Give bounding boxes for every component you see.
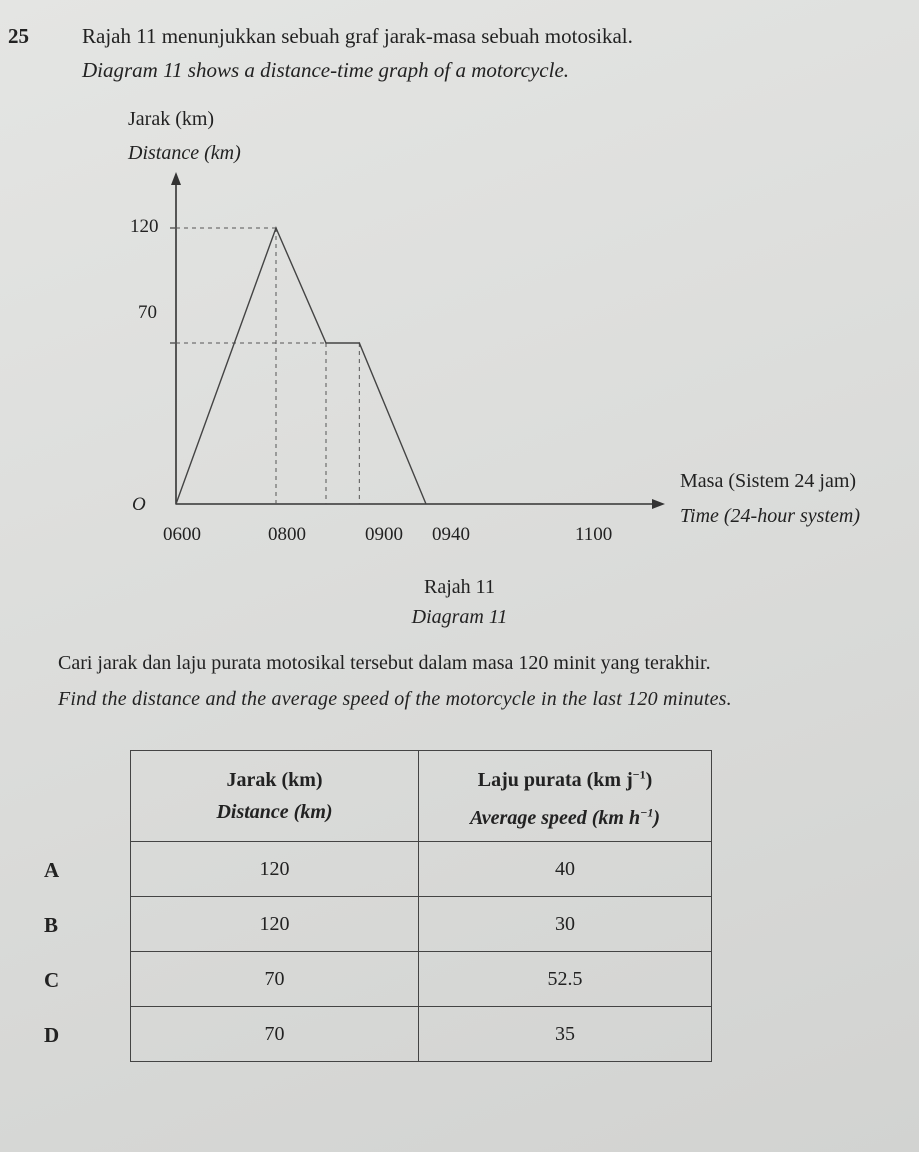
diagram-caption-malay: Rajah 11 <box>424 576 495 598</box>
answer-options-table <box>130 750 712 1062</box>
option-c-distance: 70 <box>131 952 419 1007</box>
y-axis-label-english: Distance (km) <box>128 142 241 164</box>
y-tick-label-70: 70 <box>138 302 157 323</box>
header-distance-malay: Jarak (km) <box>226 769 323 791</box>
header-distance-english: Distance (km) <box>216 801 333 823</box>
option-a-speed: 40 <box>419 842 712 897</box>
origin-label: O <box>132 494 146 515</box>
option-d-speed: 35 <box>419 1007 712 1062</box>
x-axis-arrow <box>652 499 665 509</box>
x-tick-label-0940: 0940 <box>432 524 470 545</box>
data-point-0600 <box>175 503 177 505</box>
table-row <box>131 952 712 1007</box>
y-axis-label-malay: Jarak (km) <box>128 108 215 130</box>
y-tick-label-120: 120 <box>130 216 159 237</box>
option-b-label[interactable]: B <box>44 913 59 937</box>
x-axis-label-malay: Masa (Sistem 24 jam) <box>680 470 857 492</box>
question-number: 25 <box>8 24 29 48</box>
option-a-distance: 120 <box>131 842 419 897</box>
header-speed <box>419 751 712 842</box>
data-point-0800 <box>275 227 277 229</box>
x-axis-label-english: Time (24-hour system) <box>680 505 860 527</box>
header-speed-malay: Laju purata (km $j^{-1}$) <box>477 767 653 791</box>
table-header-row <box>131 751 712 842</box>
data-point-0940 <box>359 342 361 344</box>
header-distance <box>131 751 419 842</box>
data-point-1100 <box>425 503 427 505</box>
prompt-malay: Cari jarak dan laju purata motosikal tersebut dalam masa 120 minit yang terakhir. <box>58 652 711 674</box>
x-tick-label-0600: 0600 <box>163 524 201 545</box>
distance-time-line <box>176 228 426 504</box>
table-row <box>131 1007 712 1062</box>
option-c-label[interactable]: C <box>44 968 60 992</box>
option-d-label[interactable]: D <box>44 1023 60 1047</box>
y-axis-arrow <box>171 172 181 185</box>
question-text-english: Diagram 11 shows a distance-time graph of a motorcycle. <box>82 58 570 82</box>
x-tick-label-0900: 0900 <box>365 524 403 545</box>
option-b-distance: 120 <box>131 897 419 952</box>
x-tick-label-1100: 1100 <box>575 524 613 545</box>
diagram-caption-english: Diagram 11 <box>411 606 508 628</box>
option-b-speed: 30 <box>419 897 712 952</box>
option-a-label[interactable]: A <box>44 858 60 882</box>
question-text-malay: Rajah 11 menunjukkan sebuah graf jarak-masa sebuah motosikal. <box>82 24 633 48</box>
option-d-distance: 70 <box>131 1007 419 1062</box>
prompt-english: Find the distance and the average speed of the motorcycle in the last 120 minutes. <box>58 688 732 710</box>
header-speed-english: Average speed (km $h^{-1}$) <box>469 805 661 829</box>
data-point-0900 <box>325 342 327 344</box>
x-tick-label-0800: 0800 <box>268 524 306 545</box>
option-c-speed: 52.5 <box>419 952 712 1007</box>
table-row <box>131 842 712 897</box>
table-row <box>131 897 712 952</box>
